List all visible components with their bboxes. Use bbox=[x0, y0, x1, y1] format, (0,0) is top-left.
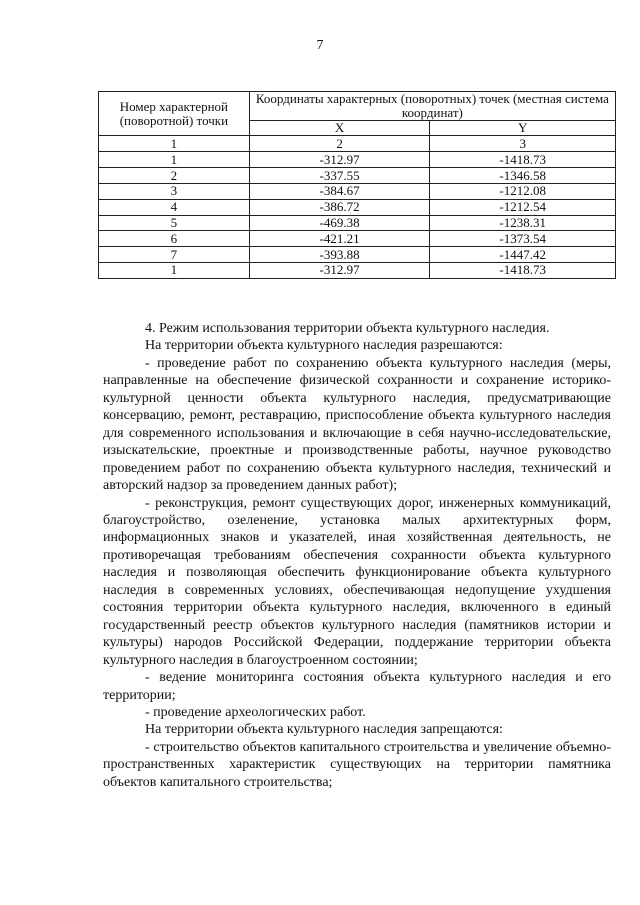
header-coordinates: Координаты характерных (поворотных) точек (местная система координат) bbox=[249, 92, 615, 121]
table-row bbox=[99, 152, 616, 168]
point-cell: 6 bbox=[99, 231, 250, 247]
y-cell: -1212.08 bbox=[430, 183, 616, 199]
y-cell: -1212.54 bbox=[430, 199, 616, 215]
point-cell: 2 bbox=[99, 168, 250, 184]
allowed-intro: На территории объекта культурного наследия разрешаются: bbox=[145, 338, 503, 354]
x-cell: -337.55 bbox=[249, 168, 430, 184]
table-row bbox=[99, 215, 616, 231]
table-row bbox=[99, 231, 616, 247]
allowed-item: - проведение археологических работ. bbox=[145, 704, 366, 720]
x-cell: -312.97 bbox=[249, 262, 430, 278]
header-point-number: Номер характерной (поворотной) точки bbox=[99, 92, 250, 136]
allowed-item: - ведение мониторинга состояния объекта культурного наследия и его территории; bbox=[103, 670, 611, 703]
forbidden-intro: На территории объекта культурного наследия запрещаются: bbox=[145, 722, 503, 738]
y-cell: -1418.73 bbox=[430, 262, 616, 278]
y-cell: -1447.42 bbox=[430, 247, 616, 263]
index-cell-1: 1 bbox=[99, 136, 250, 152]
index-cell-3: 3 bbox=[430, 136, 616, 152]
regulation-text bbox=[103, 320, 611, 791]
table-row bbox=[99, 168, 616, 184]
table-row bbox=[99, 183, 616, 199]
x-cell: -312.97 bbox=[249, 152, 430, 168]
x-cell: -386.72 bbox=[249, 199, 430, 215]
point-cell: 4 bbox=[99, 199, 250, 215]
x-cell: -384.67 bbox=[249, 183, 430, 199]
table-row bbox=[99, 247, 616, 263]
page-number: 7 bbox=[316, 38, 324, 53]
table-row bbox=[99, 262, 616, 278]
x-cell: -469.38 bbox=[249, 215, 430, 231]
section-heading: 4. Режим использования территории объекта культурного наследия. bbox=[145, 321, 550, 336]
point-cell: 1 bbox=[99, 262, 250, 278]
y-cell: -1346.58 bbox=[430, 168, 616, 184]
x-cell: -421.21 bbox=[249, 231, 430, 247]
point-cell: 3 bbox=[99, 183, 250, 199]
x-cell: -393.88 bbox=[249, 247, 430, 263]
index-cell-2: 2 bbox=[249, 136, 430, 152]
table-row bbox=[99, 199, 616, 215]
y-cell: -1238.31 bbox=[430, 215, 616, 231]
coordinates-table bbox=[98, 91, 616, 279]
header-y: Y bbox=[430, 121, 616, 136]
allowed-item: - реконструкция, ремонт существующих дорог, инженерных коммуникаций, благоустройство, озеленение, установка малых архитектурных форм, информационных знаков и указателей, иная хозяйственная деятельность, не противоречащая требованиям обеспечения сохранности объекта культурного наследия и позволяющая обеспечить функционирование объекта культурного наследия в современных условиях, обеспечивающая недопущение ухудшения состояния территории объекта культурного наследия, включенного в единый государственный реестр объектов культурного наследия (памятников истории и культуры) народов Российской Федерации, поддержание территории объекта культурного наследия в благоустроенном состоянии; bbox=[103, 495, 611, 668]
header-x: X bbox=[249, 121, 430, 136]
forbidden-item: - строительство объектов капитального строительства и увеличение объемно-пространственных характеристик существующих на территории памятника объектов капитального строительства; bbox=[103, 739, 611, 790]
point-cell: 7 bbox=[99, 247, 250, 263]
y-cell: -1373.54 bbox=[430, 231, 616, 247]
point-cell: 1 bbox=[99, 152, 250, 168]
y-cell: -1418.73 bbox=[430, 152, 616, 168]
allowed-item: - проведение работ по сохранению объекта культурного наследия (меры, направленные на обеспечение физической сохранности и сохранение историко-культурной ценности объекта культурного наследия, предусматривающие консервацию, ремонт, реставрацию, приспособление объекта культурного наследия для современного использования и включающие в себя научно-исследовательские, изыскательские, проектные и производственные работы, научное руководство проведением работ по сохранению объекта культурного наследия, технический и авторский надзор за проведением данных работ); bbox=[103, 355, 611, 494]
point-cell: 5 bbox=[99, 215, 250, 231]
